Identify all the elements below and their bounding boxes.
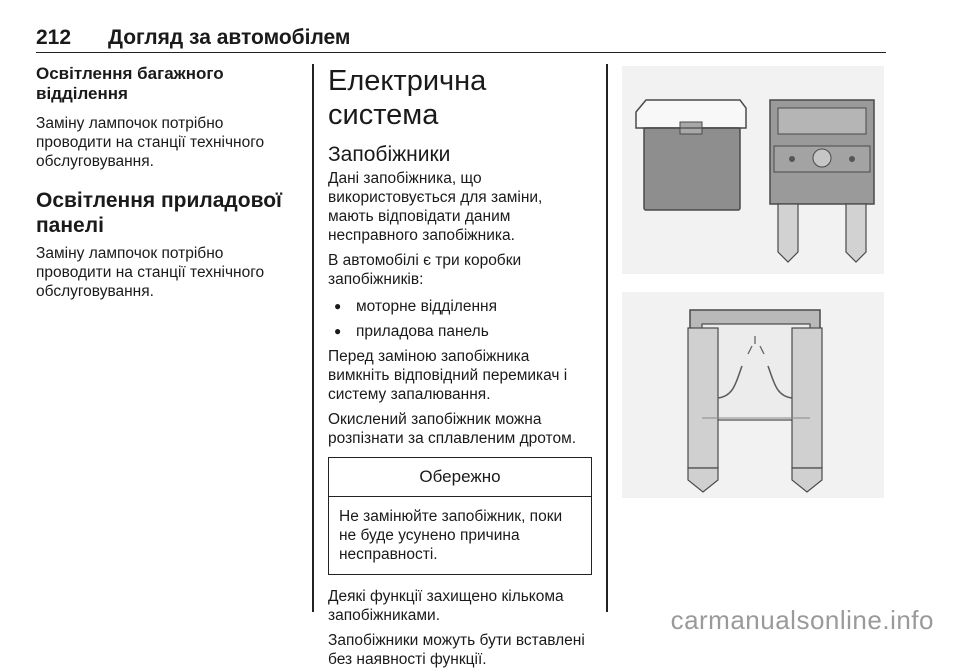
trunk-lighting-heading: Освітлення багажного відділення [36, 64, 224, 103]
caution-title: Обережно [329, 458, 591, 497]
fuse-illustration-bottom [622, 292, 884, 498]
fuse-cutaway-view [688, 310, 822, 492]
oxidized-fuse-text: Окислений запобіжник можна розпізнати за сплавленим дротом. [328, 411, 577, 447]
caution-text: Не замінюйте запобіжник, поки не буде усунено причина несправності. [339, 508, 563, 563]
mini-fuse-drawings [622, 66, 884, 274]
watermark: carmanualsonline.info [670, 605, 934, 635]
panel-lighting-text: Заміну лампочок потрібно проводити на станції технічного обслуговування. [36, 245, 265, 300]
left-column [36, 64, 301, 301]
fuse-front-view [770, 100, 874, 262]
panel-lighting-heading: Освітлення приладової панелі [36, 189, 282, 237]
bullet-engine-compartment: ● моторне відділення [328, 297, 596, 316]
fuses-heading: Запобіжники [328, 143, 451, 166]
page-header [36, 26, 886, 53]
replace-procedure-text: Перед заміною запобіжника вимкніть відповідний перемикач і систему запалювання. [328, 348, 568, 403]
fuse-cutaway-drawing [622, 292, 884, 498]
fuses-without-function-text: Запобіжники можуть бути вставлені без наявності функції. [328, 632, 585, 668]
fuse-boxes-text: В автомобілі є три коробки запобіжників: [328, 252, 522, 288]
chapter-title: Догляд за автомобілем [108, 26, 351, 49]
bullet-instrument-panel: ● приладова панель [328, 322, 596, 341]
caution-box [328, 457, 592, 575]
multiple-fuses-text: Деякі функції захищено кількома запобіжниками. [328, 588, 564, 624]
fuse-illustration-top [622, 66, 884, 274]
fuse-rating-text: Дані запобіжника, що використовується для заміни, мають відповідати даним несправного запобіжника. [328, 170, 543, 244]
section-title: Електрична система [328, 65, 487, 131]
trunk-lighting-text: Заміну лампочок потрібно проводити на станції технічного обслуговування. [36, 115, 265, 170]
column-divider [312, 64, 314, 612]
column-divider-2 [606, 64, 608, 612]
page-number: 212 [36, 26, 72, 49]
middle-column [328, 64, 596, 669]
fuse-side-view [636, 100, 746, 210]
